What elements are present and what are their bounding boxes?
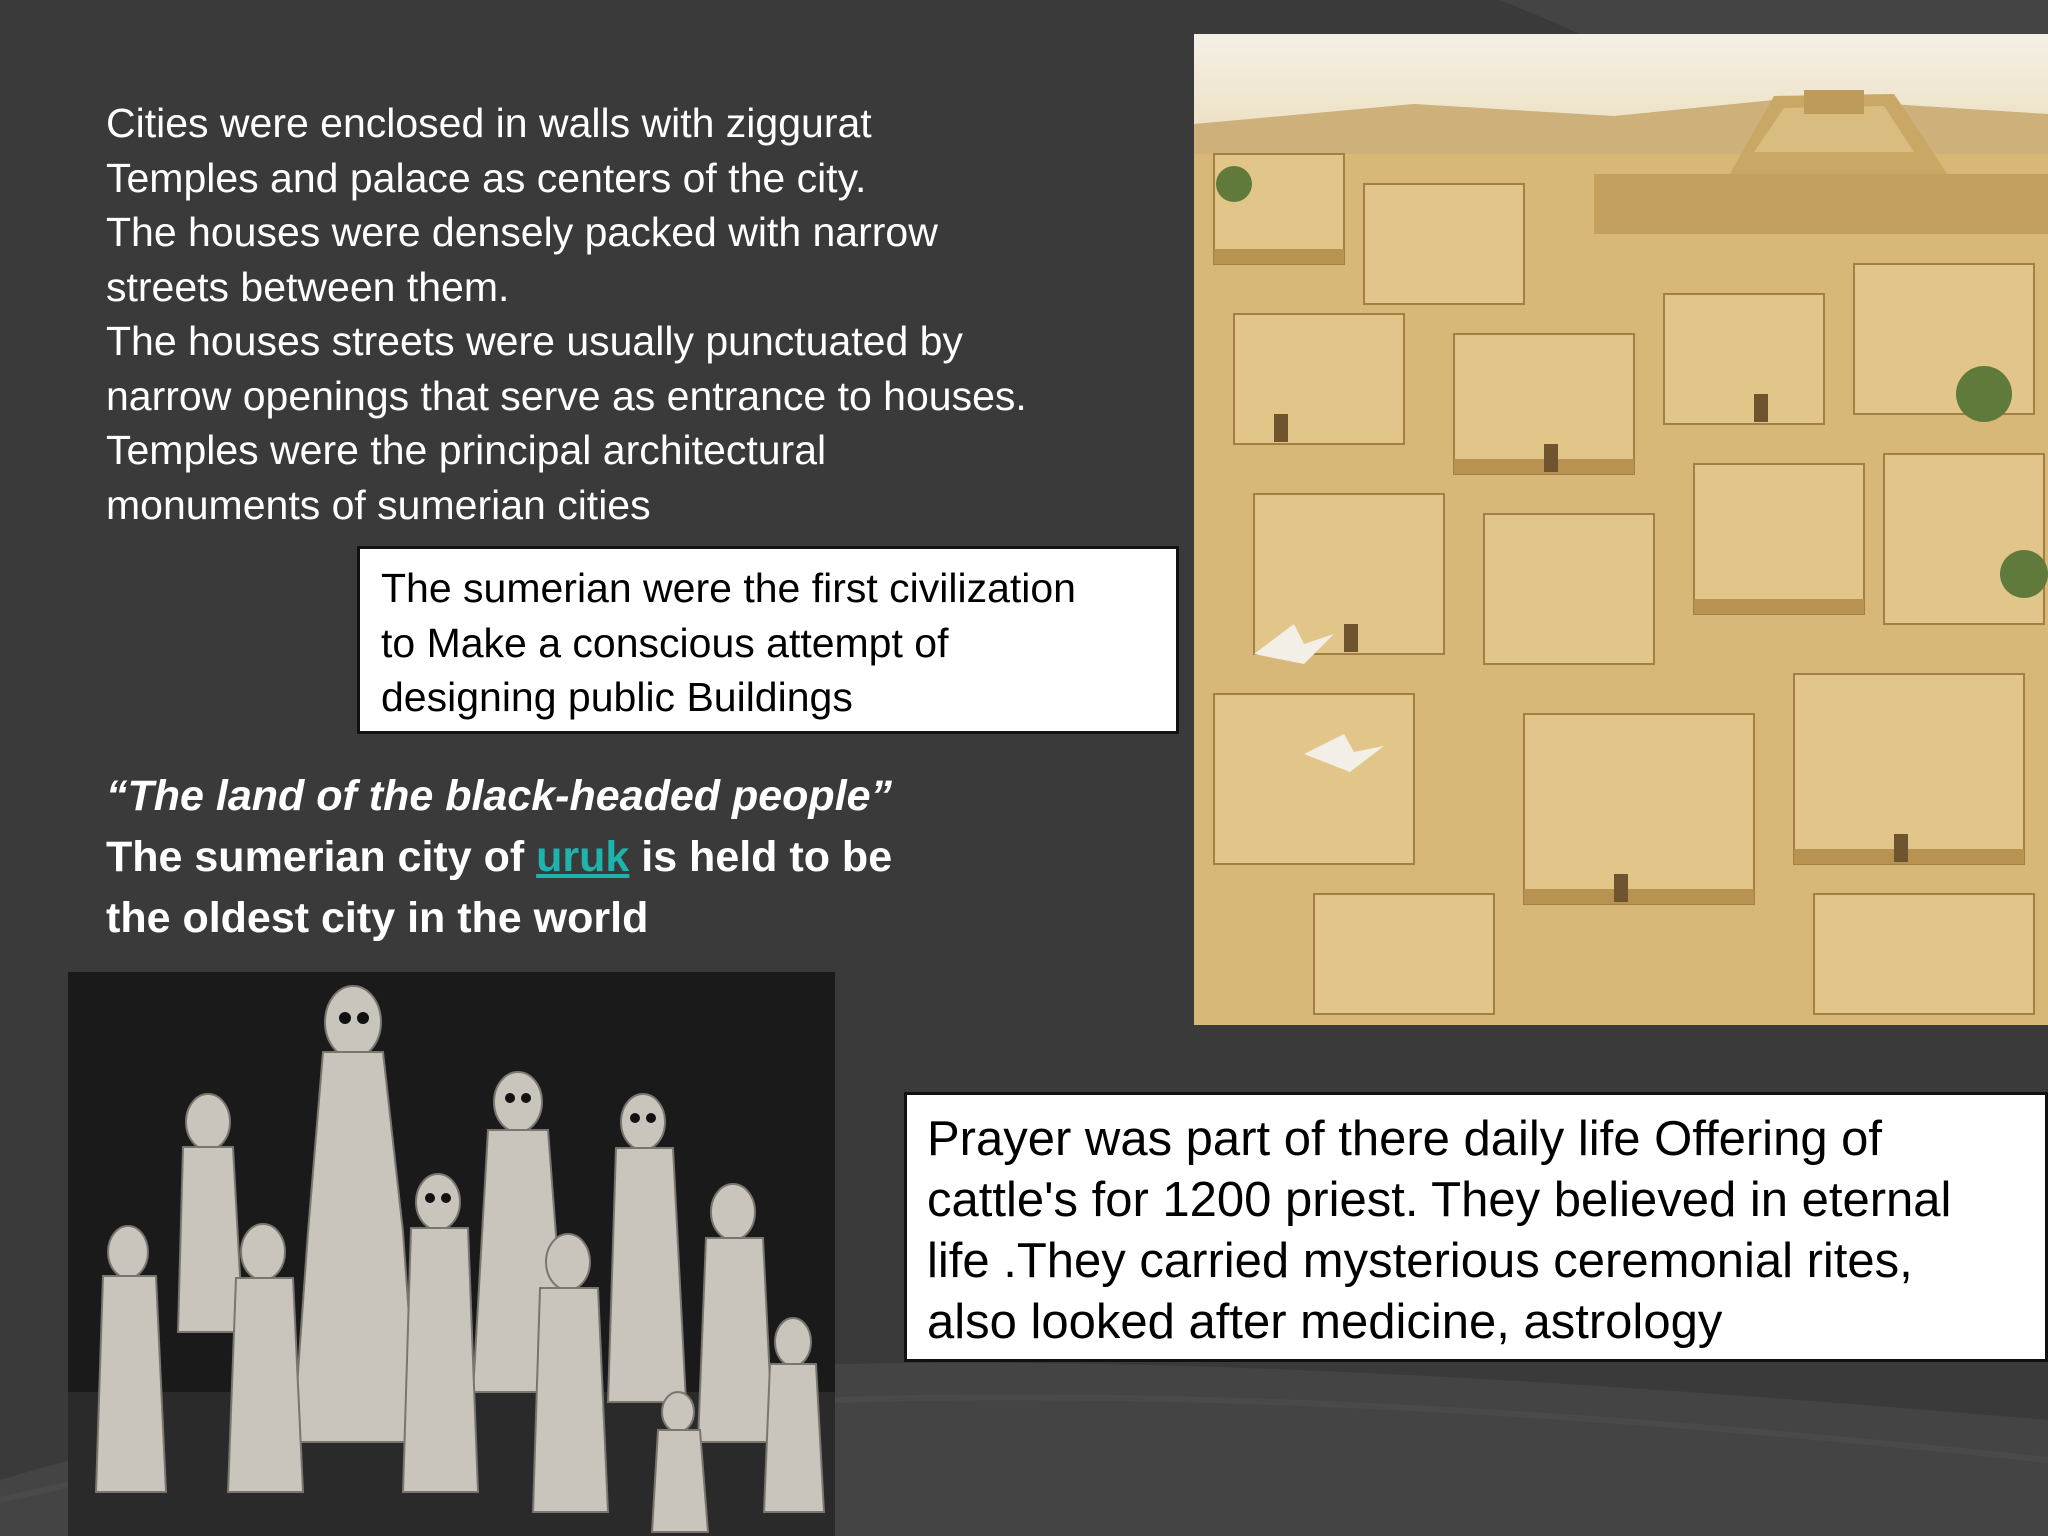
intro-line: Temples and palace as centers of the city.	[106, 154, 867, 201]
prayer-line: also looked after medicine, astrology	[927, 1295, 1723, 1349]
quote-italic-line: “The land of the black-headed people”	[106, 772, 893, 820]
callout-line: to Make a conscious attempt of	[381, 619, 949, 666]
prayer-line: cattle's for 1200 priest. They believed in eternal	[927, 1173, 1952, 1227]
prayer-line: Prayer was part of there daily life Offering of	[927, 1112, 1883, 1166]
intro-line: The houses streets were usually punctuated by	[106, 318, 963, 364]
prayer-callout-box	[904, 1092, 2048, 1362]
intro-line: The houses were densely packed with narrow	[106, 209, 938, 255]
uruk-quote	[106, 766, 1006, 949]
uruk-link[interactable]: uruk	[536, 833, 630, 881]
intro-paragraph	[106, 96, 1186, 532]
intro-line: Cities were enclosed in walls with ziggurat	[106, 100, 872, 146]
intro-line: narrow openings that serve as entrance to houses.	[106, 372, 1027, 419]
quote-line-3: the oldest city in the world	[106, 894, 649, 942]
intro-line: Temples were the principal architectural	[106, 427, 827, 473]
callout-line: The sumerian were the first civilization	[381, 565, 1076, 611]
quote-text-after: is held to be	[629, 833, 893, 881]
intro-line: monuments of sumerian cities	[106, 481, 651, 528]
prayer-line: life .They carried mysterious ceremonial rites,	[927, 1234, 1913, 1288]
callout-line: designing public Buildings	[381, 674, 853, 720]
quote-line-2	[106, 827, 1006, 888]
sumerian-city-illustration	[1194, 34, 2048, 1025]
sumerian-callout-box	[357, 546, 1179, 734]
intro-line: streets between them.	[106, 263, 510, 310]
sumerian-statues-photo	[68, 972, 835, 1536]
quote-text-before: The sumerian city of	[106, 833, 537, 881]
